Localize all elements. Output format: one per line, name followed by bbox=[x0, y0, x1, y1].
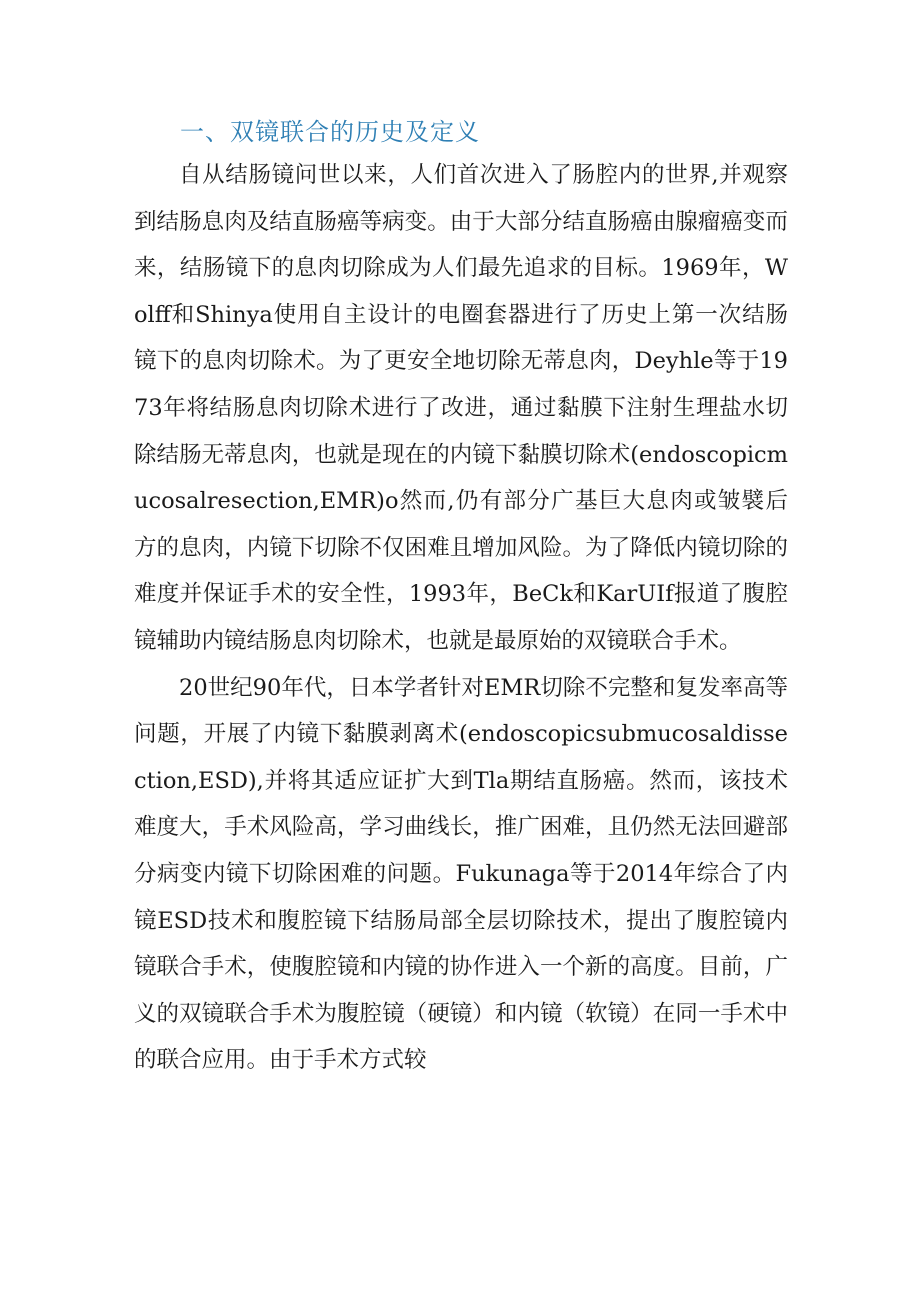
paragraph-history-2: 20世纪90年代，日本学者针对EMR切除不完整和复发率高等问题，开展了内镜下黏膜剥离术(endoscopicsubmucosaldissection,ESD),并将其适应证扩大到Tla期结直肠癌。然而，该技术难度大，手术风险高，学习曲线长，推广困难，且仍然无法回避部分病变内镜下切除困难的问题。Fukunaga等于2014年综合了内镜ESD技术和腹腔镜下结肠局部全层切除技术，提出了腹腔镜内镜联合手术，使腹腔镜和内镜的协作进入一个新的高度。目前，广义的双镜联合手术为腹腔镜（硬镜）和内镜（软镜）在同一手术中的联合应用。由于手术方式较 bbox=[134, 674, 788, 1074]
paragraph-history-1: 自从结肠镜问世以来，人们首次进入了肠腔内的世界,并观察到结肠息肉及结直肠癌等病变。由于大部分结直肠癌由腺瘤癌变而来，结肠镜下的息肉切除成为人们最先追求的目标。1969年，Wolff和Shinya使用自主设计的电圈套器进行了历史上第一次结肠镜下的息肉切除术。为了更安全地切除无蒂息肉，Deyhle等于1973年将结肠息肉切除术进行了改进，通过黏膜下注射生理盐水切除结肠无蒂息肉，也就是现在的内镜下黏膜切除术(endoscopicmucosalresection,EMR)o然而,仍有部分广基巨大息肉或皱襞后方的息肉，内镜下切除不仅困难且增加风险。为了降低内镜切除的难度并保证手术的安全性，1993年，BeCk和KarUIf报道了腹腔镜辅助内镜结肠息肉切除术，也就是最原始的双镜联合手术。 bbox=[134, 162, 788, 654]
section-heading: 一、双镜联合的历史及定义 bbox=[180, 118, 480, 146]
